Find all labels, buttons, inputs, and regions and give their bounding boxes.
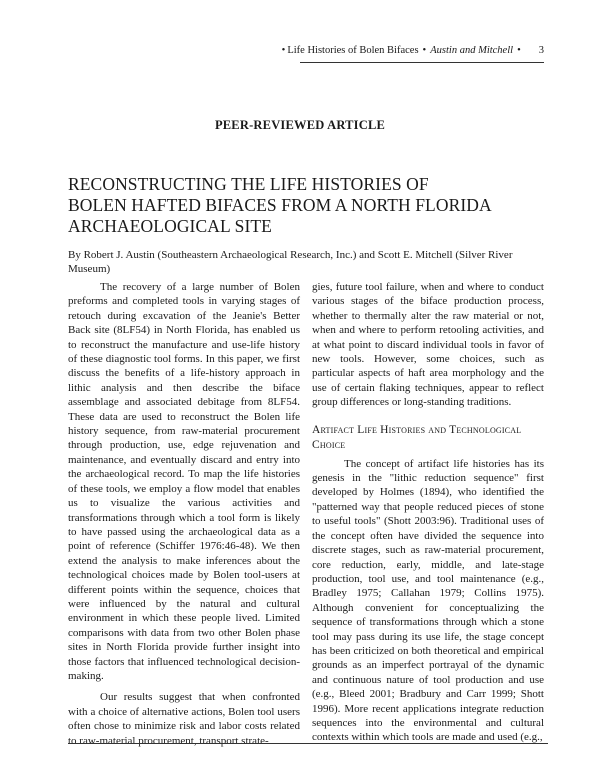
body-paragraph: The recovery of a large number of Bolen preforms and completed tools in varying stages of retouch during excavation of the Jeanie's Better Back site (8LF54) in North Florida, has enabled us to reconstruct the manufacture and use-life history of these diagnostic tool forms. In this paper, we first discuss the benefits of a life-history approach in lithic analysis and then describe the biface assemblage and associated debitage from 8LF54. These data are used to reconstruct the Bolen life history sequence, from raw-material procurement through production, use, edge rejuvenation and maintenance, and eventually discard and entry into the archaeological record. To map the life histories of these tools, we employ a flow model that enables us to visualize the various activities and transformations through which a tool form is likely to have passed using the archaeological data as a point of reference (Schiffer 1976:46-48). We then extend the analysis to make inferences about the technological choices made by Bolen tool-users at different points within the sequence, choices that were influenced by the natural and cultural environment in which these people lived. Limited comparisons with data from two other Bolen phase sites in North Florida provide further insight into those factors that influenced technological decision-making. [68, 281, 300, 682]
title-line: RECONSTRUCTING THE LIFE HISTORIES OF [68, 174, 429, 194]
header-rule [300, 62, 544, 63]
footer-rule [68, 743, 548, 744]
running-title: Life Histories of Bolen Bifaces [287, 45, 419, 56]
running-header [281, 45, 544, 56]
body-paragraph: Our results suggest that when confronted with a choice of alternative actions, Bolen tool users often chose to minimize risk and labor costs related to raw-material procurement, transport strate- [68, 691, 300, 747]
bullet-glyph: • [281, 45, 286, 56]
article-title [68, 174, 548, 237]
running-authors: Austin and Mitchell [430, 45, 514, 56]
left-column [68, 280, 300, 748]
section-heading: Artifact Life Histories and Technological Choice [312, 423, 522, 451]
right-column [312, 280, 544, 745]
title-line: BOLEN HAFTED BIFACES FROM A NORTH FLORIDA [68, 195, 492, 215]
bullet-glyph: • [422, 45, 427, 56]
body-paragraph: The concept of artifact life histories has its genesis in the "lithic reduction sequence" first developed by Holmes (1894), who identified the "patterned way that people reduced pieces of stone to useful tools" (Shott 2003:96). Traditional uses of the concept often have divided the sequence into discrete stages, such as raw-material procurement, core reduction, early, middle, and late-stage production, tool use, and tool maintenance (e.g., Bradley 1975; Callahan 1979; Collins 1975). Although convenient for conceptualizing the sequence of transformations through which a stone tool may pass during its use life, the stage concept has been criticized on both theoretical and empirical grounds as an imperfect portrayal of the dynamic and continuous nature of tool production and use (e.g., Bleed 2001; Bradbury and Carr 1999; Shott 1996). More recent applications integrate reduction sequences into the environmental and cultural contexts within which tools are made and used (e.g., [312, 457, 544, 744]
page-number: 3 [538, 45, 544, 56]
byline: By Robert J. Austin (Southeastern Archaeological Research, Inc.) and Scott E. Mitchell (Silver River Museum) [68, 249, 513, 275]
bullet-glyph: • [517, 45, 521, 56]
title-line: ARCHAEOLOGICAL SITE [68, 216, 272, 236]
article-kicker: PEER-REVIEWED ARTICLE [214, 118, 386, 132]
body-paragraph-continued: gies, future tool failure, when and where to conduct various stages of the biface production process, whether to thermally alter the raw material or not, when and where to perform retooling activities, and at what point to discard individual tools in favor of new tools. However, some choices, such as particular aspects of haft area morphology and the use of certain flaking techniques, appear to reflect group differences or long-standing traditions. [312, 281, 544, 409]
